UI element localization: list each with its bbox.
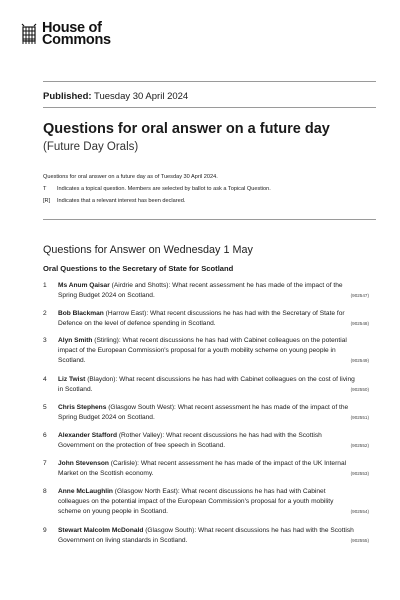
constituency: (Glasgow South West): [108,404,176,411]
constituency: (Airdrie and Shotts): [111,282,171,289]
question-body [58,375,369,395]
member-name: Alexander Stafford [58,432,117,439]
question-reference: (902549) [350,358,369,363]
interest-text: Indicates that a relevant interest has been declared. [57,198,186,204]
question-number: 5 [43,404,47,411]
member-name: Ms Anum Qaisar [58,282,110,289]
published-date: Tuesday 30 April 2024 [94,91,189,102]
question-body [58,336,369,366]
question-text: What recent discussions he has had with the Secretary of State for Defence on the level of defence spending in Scotland. [58,310,345,327]
constituency: (Glasgow North East): [114,488,180,495]
question-item [43,403,369,423]
question-body [58,431,369,451]
question-reference: (902551) [350,415,369,420]
question-body [58,309,369,329]
question-item [43,336,369,366]
question-number: 1 [43,282,47,289]
question-reference: (902553) [350,471,369,476]
constituency: (Rother Valley): [118,432,165,439]
page-title: Questions for oral answer on a future day [43,121,330,137]
member-name: Bob Blackman [58,310,104,317]
member-name: Chris Stephens [58,404,107,411]
question-text: What recent assessment he has made of the impact of the UK Internal Market on the Scottish economy. [58,460,347,477]
member-name: Alyn Smith [58,337,93,344]
question-number: 6 [43,432,47,439]
question-item [43,459,369,479]
member-name: John Stevenson [58,460,109,467]
house-of-commons-logo [20,22,111,46]
member-name: Stewart Malcolm McDonald [58,527,144,534]
question-number: 7 [43,460,47,467]
question-body [58,403,369,423]
intro-text: Questions for oral answer on a future day as of Tuesday 30 April 2024. [43,174,218,180]
question-item [43,309,369,329]
interest-note [43,195,373,207]
topical-text: Indicates a topical question. Members are selected by ballot to ask a Topical Question. [57,186,271,192]
published-label: Published: [43,91,92,102]
portcullis-icon [20,23,38,45]
member-name: Anne McLaughlin [58,488,113,495]
question-body [58,281,369,301]
constituency: (Harrow East): [105,310,149,317]
interest-key: [R] [43,198,51,204]
question-number: 4 [43,376,47,383]
constituency: (Stirling): [94,337,121,344]
subsection-heading: Oral Questions to the Secretary of State for Scotland [43,264,234,273]
question-number: 3 [43,337,47,344]
question-item [43,487,369,517]
question-text: What recent discussions he has had with Cabinet colleagues on the cost of living in Scotland. [58,376,355,393]
question-text: What recent assessment he has made of the impact of the Spring Budget 2024 on Scotland. [58,404,349,421]
question-reference: (902550) [350,387,369,392]
member-name: Liz Twist [58,376,86,383]
question-number: 2 [43,310,47,317]
question-body [58,526,369,546]
divider-intro [43,219,376,220]
question-item [43,375,369,395]
logo-line-1: House of [42,20,102,36]
question-body [58,487,369,517]
logo-line-2: Commons [42,32,111,48]
question-number: 8 [43,488,47,495]
question-reference: (902552) [350,443,369,448]
question-reference: (902555) [350,538,369,543]
question-text: What recent assessment he has made of the impact of the Spring Budget 2024 on Scotland. [58,282,343,299]
constituency: (Glasgow South): [145,527,197,534]
question-item [43,526,369,546]
question-reference: (902548) [350,321,369,326]
question-number: 9 [43,527,47,534]
question-text: What recent discussions he has had with Cabinet colleagues on the potential impact of the European Commission's proposal for a youth mobility scheme on young people in Scotland. [58,488,334,515]
question-reference: (902547) [350,293,369,298]
topical-key: T [43,186,47,192]
question-item [43,281,369,301]
section-heading: Questions for Answer on Wednesday 1 May [43,244,253,256]
topical-note [43,183,373,195]
question-text: What recent discussions he has had with the Scottish Government on the protection of free speech in Scotland. [58,432,322,449]
published-line [43,91,188,102]
page-subtitle: (Future Day Orals) [43,141,139,153]
question-text: What recent discussions he has had with Cabinet colleagues on the potential impact of the European Commission's proposal for a youth mobility scheme on young people in Scotland. [58,337,347,364]
logo-wordmark [42,22,111,46]
divider-top [43,81,376,82]
divider-published [43,107,376,108]
intro-notes [43,171,373,207]
question-item [43,431,369,451]
constituency: (Carlisle): [110,460,139,467]
intro-line [43,171,373,183]
constituency: (Blaydon): [87,376,118,383]
question-text: What recent discussions he has had with the Scottish Government on living standards in Scotland. [58,527,354,544]
question-reference: (902554) [350,509,369,514]
question-body [58,459,369,479]
